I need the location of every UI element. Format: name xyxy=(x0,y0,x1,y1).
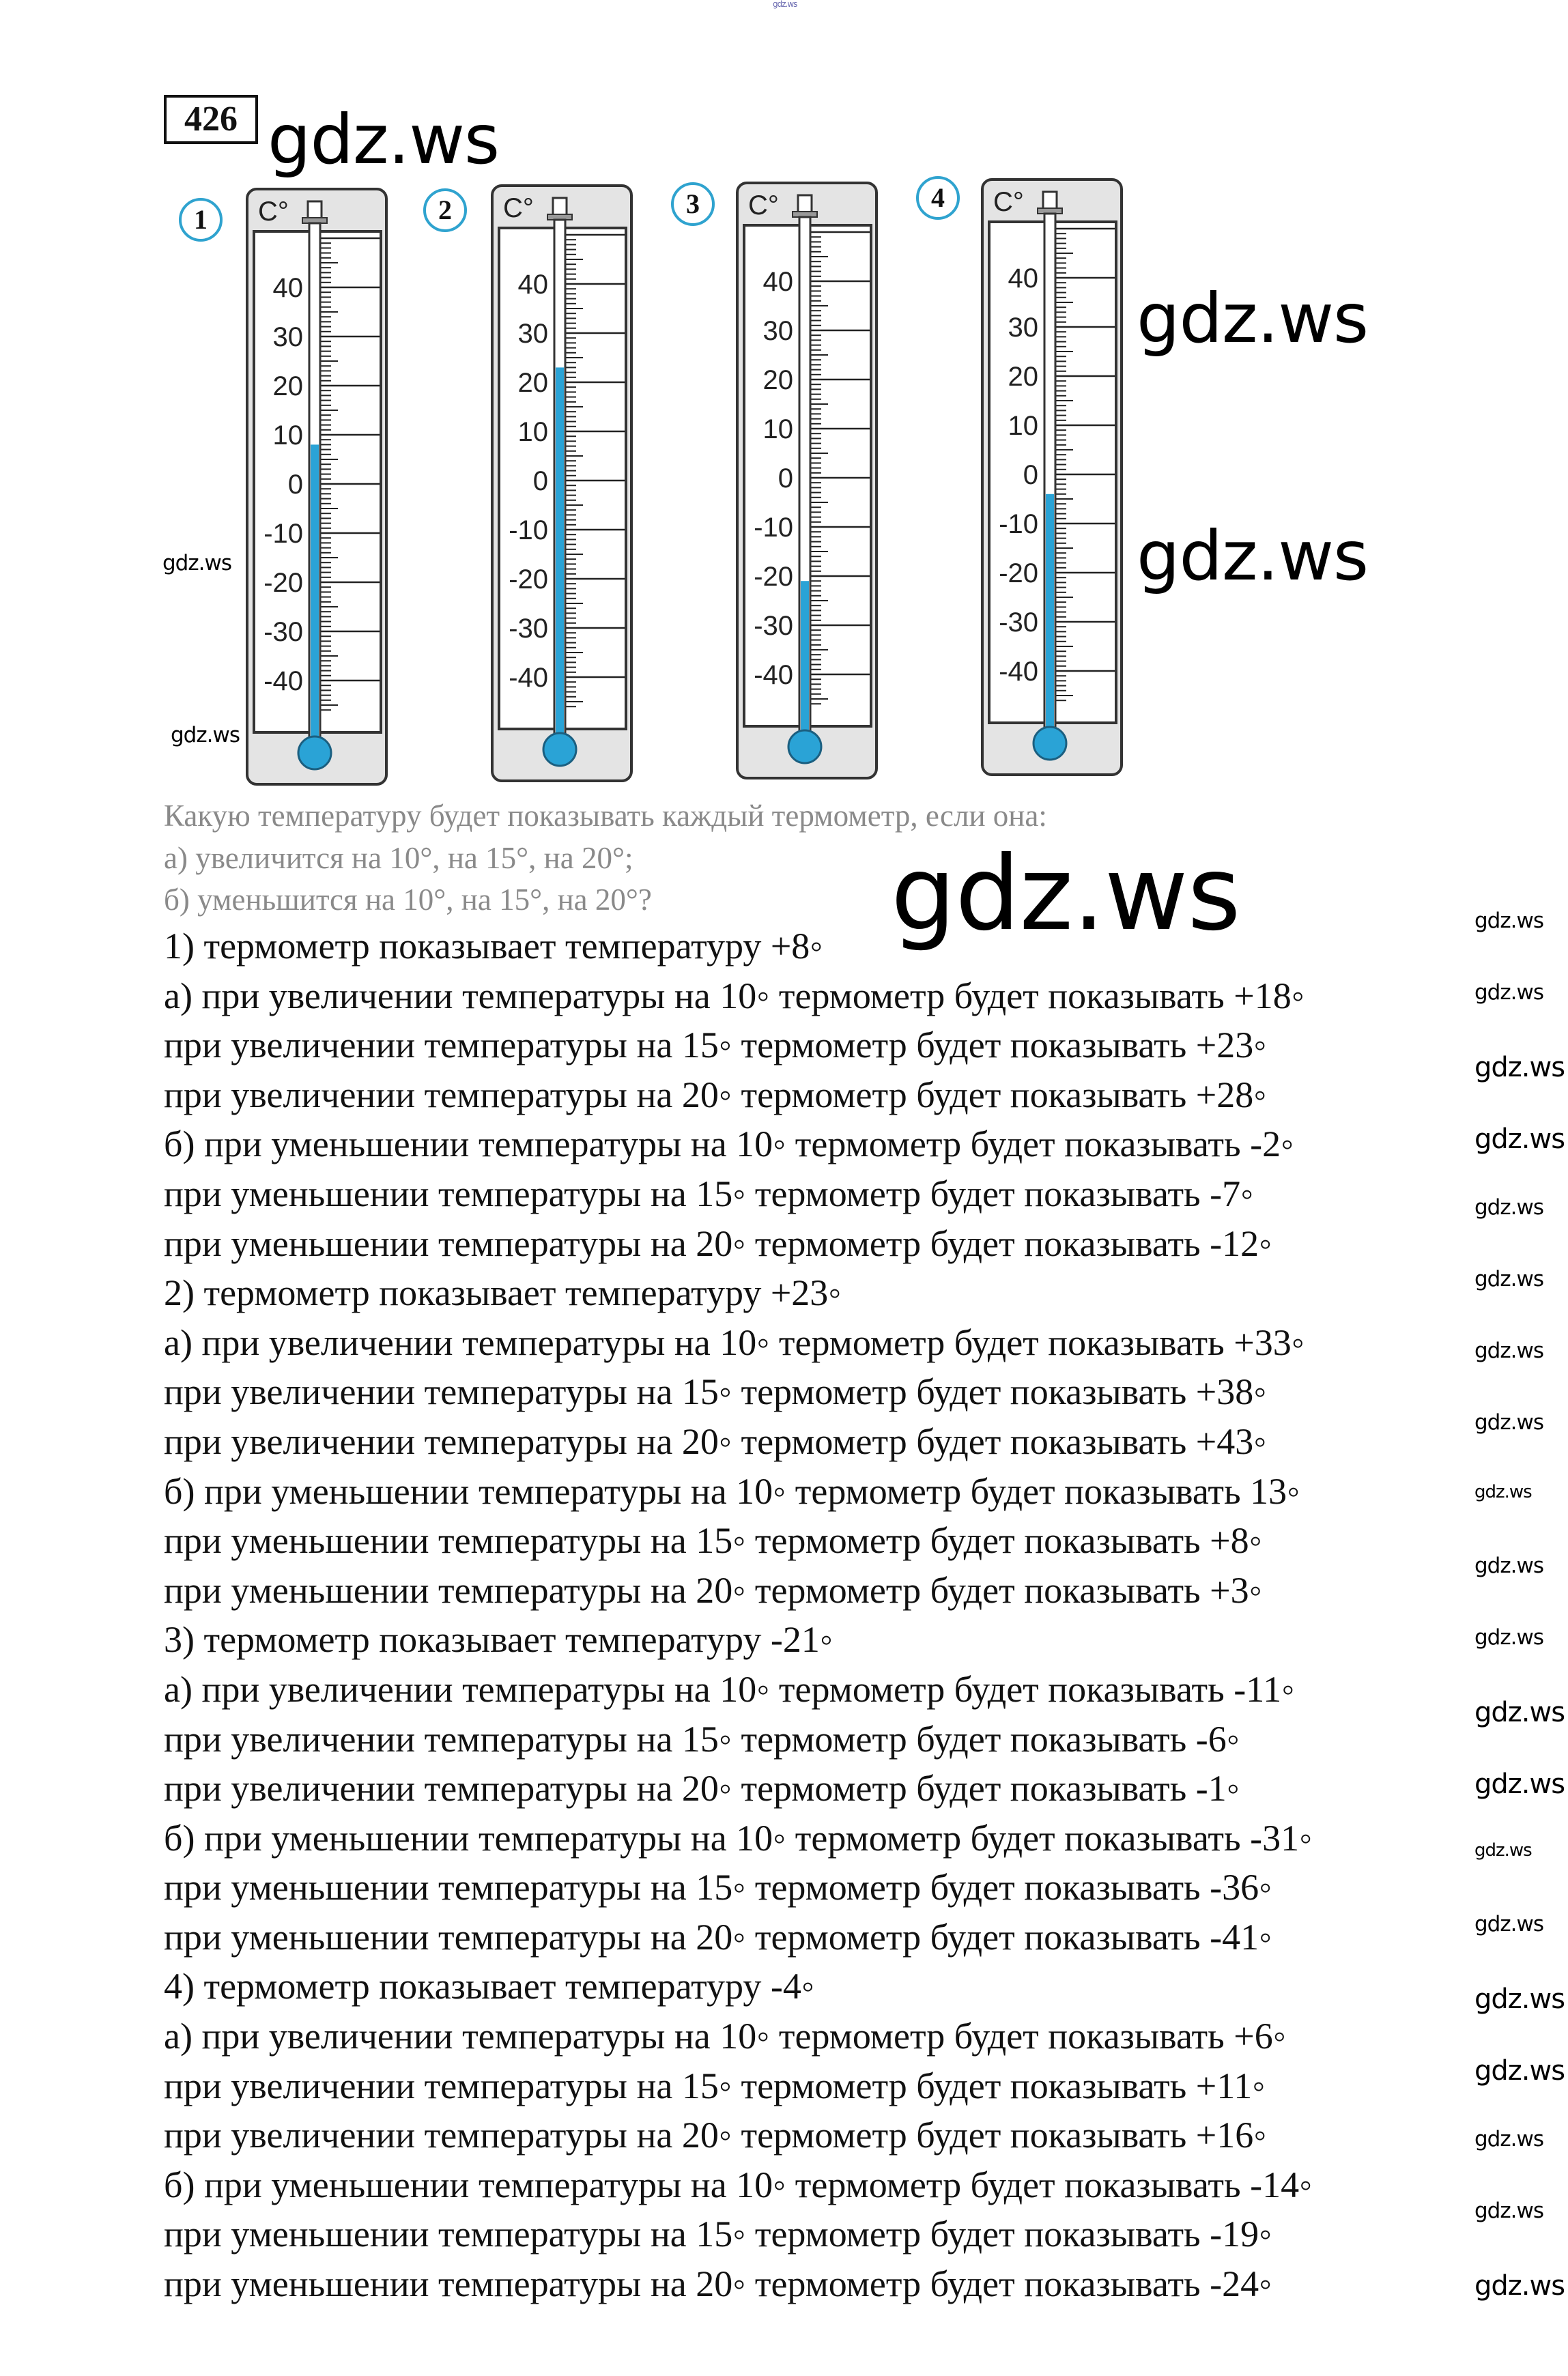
mercury-bulb xyxy=(298,736,331,769)
mercury-column xyxy=(1046,494,1054,743)
answer-line: б) при уменьшении температуры на 10◦ термометр будет показывать -14◦ xyxy=(164,2164,1313,2205)
mercury-bulb xyxy=(1034,727,1066,760)
watermark: gdz.ws xyxy=(1474,908,1543,933)
answer-line: 1) термометр показывает температуру +8◦ xyxy=(164,926,823,967)
answer-line: 2) термометр показывает температуру +23◦ xyxy=(164,1272,842,1314)
scale-label: -10 xyxy=(509,515,548,545)
watermark: gdz.ws xyxy=(162,551,231,575)
watermark: gdz.ws xyxy=(1474,1267,1543,1291)
answer-line: 3) термометр показывает температуру -21◦ xyxy=(164,1619,833,1661)
answer-line: при уменьшении температуры на 15◦ термометр будет показывать -7◦ xyxy=(164,1173,1254,1214)
answer-line: при уменьшении температуры на 20◦ термометр будет показывать -41◦ xyxy=(164,1916,1272,1958)
answer-line: при уменьшении температуры на 20◦ термометр будет показывать -12◦ xyxy=(164,1222,1272,1264)
watermark: gdz.ws xyxy=(1474,1339,1543,1363)
answer-line: при уменьшении температуры на 15◦ термометр будет показывать -36◦ xyxy=(164,1867,1272,1908)
unit-label: C° xyxy=(503,193,534,223)
answer-line: б) при уменьшении температуры на 10◦ термометр будет показывать 13◦ xyxy=(164,1470,1300,1512)
unit-label: C° xyxy=(258,197,289,227)
scale-label: 20 xyxy=(272,371,303,401)
scale-label: 40 xyxy=(762,267,793,297)
watermark: gdz.ws xyxy=(1474,1840,1532,1861)
answer-line: а) при увеличении температуры на 10◦ термометр будет показывать +18◦ xyxy=(164,975,1305,1016)
scale-label: -30 xyxy=(754,611,793,641)
scale-label: 40 xyxy=(1008,263,1038,294)
answers xyxy=(164,921,1312,2309)
scale-label: -40 xyxy=(263,666,303,696)
scale-label: -10 xyxy=(999,509,1038,539)
scale-label: -10 xyxy=(263,519,303,549)
answer-line: а) при увеличении температуры на 10◦ термометр будет показывать -11◦ xyxy=(164,1668,1295,1710)
watermark: gdz.ws xyxy=(1474,1984,1565,2015)
scale-label: 40 xyxy=(517,270,548,300)
scale-label: -30 xyxy=(263,617,303,647)
thermometer-number-1: 1 xyxy=(179,198,223,242)
answer-line: при увеличении температуры на 15◦ термометр будет показывать -6◦ xyxy=(164,1718,1240,1760)
thermometer-number-4: 4 xyxy=(916,176,960,220)
scale-label: -20 xyxy=(999,558,1038,588)
thermometer-1 xyxy=(244,186,389,787)
answer-line: при увеличении температуры на 20◦ термометр будет показывать -1◦ xyxy=(164,1768,1240,1809)
exercise-number: 426 xyxy=(164,95,258,144)
scale-label: -30 xyxy=(999,607,1038,638)
scale-label: 0 xyxy=(1023,460,1038,490)
answer-line: при уменьшении температуры на 20◦ термометр будет показывать +3◦ xyxy=(164,1569,1262,1611)
answer-line: при уменьшении температуры на 15◦ термометр будет показывать -19◦ xyxy=(164,2214,1272,2255)
answer-line: при уменьшении температуры на 20◦ термометр будет показывать -24◦ xyxy=(164,2263,1272,2305)
watermark: gdz.ws xyxy=(1474,1195,1543,1220)
thermometer-4 xyxy=(980,177,1124,777)
watermark: gdz.ws xyxy=(1474,2127,1543,2151)
scale-label: -20 xyxy=(263,568,303,598)
scale-label: -40 xyxy=(999,657,1038,687)
scale-label: 10 xyxy=(762,414,793,444)
scale-label: 30 xyxy=(517,319,548,349)
watermark: gdz.ws xyxy=(1474,2055,1565,2087)
watermark: gdz.ws xyxy=(773,0,797,9)
scale-label: 0 xyxy=(287,470,303,500)
watermark: gdz.ws xyxy=(1474,1482,1532,1502)
answer-line: б) при уменьшении температуры на 10◦ термометр будет показывать -31◦ xyxy=(164,1817,1313,1859)
mercury-column xyxy=(801,581,809,747)
unit-label: C° xyxy=(748,190,779,220)
thermometer-2 xyxy=(489,183,634,784)
scale-label: 0 xyxy=(532,466,548,496)
watermark: gdz.ws xyxy=(1474,1123,1565,1155)
scale-label: 30 xyxy=(272,322,303,352)
watermark: gdz.ws xyxy=(1137,278,1369,358)
answer-line: а) при увеличении температуры на 10◦ термометр будет показывать +6◦ xyxy=(164,2016,1286,2057)
answer-line: при увеличении температуры на 15◦ термометр будет показывать +11◦ xyxy=(164,2065,1266,2106)
answer-line: 4) термометр показывает температуру -4◦ xyxy=(164,1966,814,2007)
answer-line: при увеличении температуры на 20◦ термометр будет показывать +43◦ xyxy=(164,1420,1267,1462)
answer-line: при уменьшении температуры на 15◦ термометр будет показывать +8◦ xyxy=(164,1520,1262,1562)
scale-label: 20 xyxy=(762,365,793,395)
thermometer-number-2: 2 xyxy=(423,188,467,232)
answer-line: б) при уменьшении температуры на 10◦ термометр будет показывать -2◦ xyxy=(164,1123,1294,1165)
watermark: gdz.ws xyxy=(1137,516,1369,596)
scale-label: -30 xyxy=(509,614,548,644)
watermark: gdz.ws xyxy=(891,835,1240,954)
watermark: gdz.ws xyxy=(1474,2199,1543,2223)
watermark: gdz.ws xyxy=(1474,1912,1543,1936)
scale-label: 20 xyxy=(1008,362,1038,392)
watermark: gdz.ws xyxy=(1474,1769,1565,1800)
scale-label: 0 xyxy=(778,463,793,493)
scale-label: -10 xyxy=(754,513,793,543)
scale-label: 10 xyxy=(1008,411,1038,441)
answer-line: при увеличении температуры на 15◦ термометр будет показывать +38◦ xyxy=(164,1371,1267,1413)
watermark: gdz.ws xyxy=(1474,980,1543,1005)
thermometer-number-3: 3 xyxy=(671,182,715,226)
answer-line: при увеличении температуры на 15◦ термометр будет показывать +23◦ xyxy=(164,1025,1267,1066)
scale-label: 20 xyxy=(517,368,548,398)
scale-label: -20 xyxy=(754,562,793,592)
scale-label: 30 xyxy=(762,316,793,346)
question-line: а) увеличится на 10°, на 15°, на 20°; xyxy=(164,840,633,875)
answer-line: а) при увеличении температуры на 10◦ термометр будет показывать +33◦ xyxy=(164,1321,1305,1363)
answer-line: при увеличении температуры на 20◦ термометр будет показывать +28◦ xyxy=(164,1074,1267,1115)
scale-label: -40 xyxy=(754,660,793,690)
watermark: gdz.ws xyxy=(1474,1554,1543,1578)
mercury-bulb xyxy=(543,733,576,766)
scale-label: 40 xyxy=(272,273,303,303)
watermark: gdz.ws xyxy=(1474,2270,1565,2302)
answer-line: при увеличении температуры на 20◦ термометр будет показывать +16◦ xyxy=(164,2115,1267,2156)
question-line: Какую температуру будет показывать каждый термометр, если она: xyxy=(164,799,1047,833)
watermark: gdz.ws xyxy=(268,100,500,180)
scale-label: 10 xyxy=(272,420,303,450)
scale-label: 30 xyxy=(1008,313,1038,343)
watermark: gdz.ws xyxy=(1474,1625,1543,1650)
thermometer-3 xyxy=(735,180,879,781)
scale-label: -40 xyxy=(509,663,548,693)
question-line: б) уменьшится на 10°, на 15°, на 20°? xyxy=(164,883,652,917)
watermark: gdz.ws xyxy=(1474,1410,1543,1435)
watermark: gdz.ws xyxy=(1474,1697,1565,1728)
scale-label: -20 xyxy=(509,564,548,595)
scale-label: 10 xyxy=(517,417,548,447)
unit-label: C° xyxy=(993,187,1024,217)
mercury-column xyxy=(311,444,319,753)
watermark: gdz.ws xyxy=(171,723,240,747)
mercury-column xyxy=(556,367,564,749)
watermark: gdz.ws xyxy=(1474,1052,1565,1083)
mercury-bulb xyxy=(788,730,821,763)
